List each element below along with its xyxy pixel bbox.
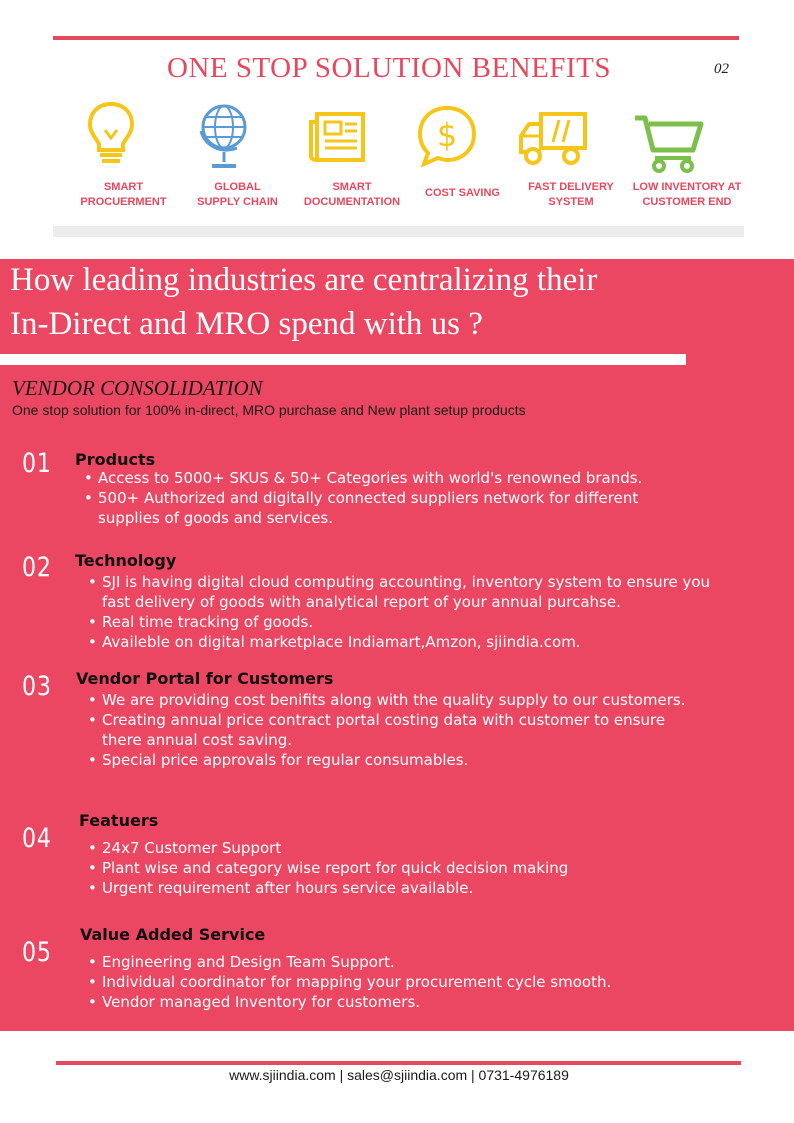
headline-line-1: How leading industries are centralizing their — [10, 262, 598, 298]
benefit-label: GLOBAL SUPPLY CHAIN — [197, 181, 278, 208]
section-title: Value Added Service — [80, 925, 266, 944]
section-number: 03 — [22, 671, 52, 702]
lightbulb-icon — [86, 100, 136, 168]
svg-text:$: $ — [436, 116, 458, 154]
benefit-label: SMART PROCUERMENT — [80, 181, 167, 208]
newspaper-icon — [307, 108, 367, 168]
white-divider — [0, 354, 686, 365]
vendor-subtitle: One stop solution for 100% in-direct, MRO purchase and New plant setup products — [12, 402, 526, 418]
footer-contact: www.sjiindia.com | sales@sjiindia.com | 0731-4976189 — [229, 1067, 569, 1083]
bullet-list — [88, 690, 703, 770]
benefit-label: LOW INVENTORY AT CUSTOMER END — [632, 181, 742, 208]
benefit-global-supply-chain — [197, 100, 278, 208]
benefit-cost-saving — [425, 100, 500, 199]
section-number: 05 — [22, 937, 52, 968]
bullet-list — [88, 952, 708, 1012]
section-number: 01 — [22, 448, 52, 479]
section-title: Vendor Portal for Customers — [76, 669, 334, 688]
grey-divider — [53, 226, 744, 237]
section-number: 04 — [22, 823, 52, 854]
section-number: 02 — [22, 552, 52, 583]
list-item: • Vendor managed Inventory for customers. — [88, 992, 708, 1012]
globe-icon — [197, 100, 251, 172]
list-item: • SJI is having digital cloud computing accounting, inventory system to ensure you fast delivery of goods with analytical report of your annual purcahse. — [88, 572, 713, 612]
section-title: Technology — [75, 551, 177, 570]
dollar-chat-icon — [416, 104, 478, 168]
benefit-smart-procurement — [80, 100, 167, 208]
benefit-label: FAST DELIVERY SYSTEM — [528, 181, 614, 208]
bullet-list — [88, 572, 713, 652]
list-item: • Access to 5000+ SKUS & 50+ Categories with world's renowned brands. — [84, 468, 694, 488]
section-title: Products — [75, 450, 156, 469]
top-divider — [53, 36, 739, 40]
benefit-smart-documentation — [303, 100, 401, 208]
list-item: • 500+ Authorized and digitally connected suppliers network for different supplies of goods and services. — [84, 488, 694, 528]
list-item: • Creating annual price contract portal costing data with customer to ensure there annual cost saving. — [88, 710, 703, 750]
page-title: ONE STOP SOLUTION BENEFITS — [167, 52, 611, 84]
list-item: • Real time tracking of goods. — [88, 612, 713, 632]
list-item: • Special price approvals for regular consumables. — [88, 750, 703, 770]
bullet-list — [84, 468, 694, 528]
bottom-divider — [56, 1061, 741, 1065]
list-item: • Engineering and Design Team Support. — [88, 952, 708, 972]
headline — [10, 258, 750, 346]
vendor-title: VENDOR CONSOLIDATION — [12, 376, 263, 400]
list-item: • Individual coordinator for mapping your procurement cycle smooth. — [88, 972, 708, 992]
section-title: Featuers — [79, 811, 159, 830]
list-item: • We are providing cost benifits along with the quality supply to our customers. — [88, 690, 703, 710]
list-item: • Availeble on digital marketplace Indiamart,Amzon, sjiindia.com. — [88, 632, 713, 652]
page-number: 02 — [714, 61, 729, 77]
benefit-label: COST SAVING — [425, 187, 500, 199]
headline-line-2: In-Direct and MRO spend with us ? — [10, 306, 483, 342]
benefits-row — [0, 100, 794, 220]
benefit-low-inventory — [632, 100, 742, 208]
cart-icon — [633, 112, 705, 174]
bullet-list — [88, 838, 708, 898]
list-item: • Urgent requirement after hours service available. — [88, 878, 708, 898]
list-item: • 24x7 Customer Support — [88, 838, 708, 858]
truck-icon — [517, 110, 589, 170]
benefit-fast-delivery — [528, 100, 614, 208]
list-item: • Plant wise and category wise report for quick decision making — [88, 858, 708, 878]
benefit-label: SMART DOCUMENTATION — [303, 181, 401, 208]
